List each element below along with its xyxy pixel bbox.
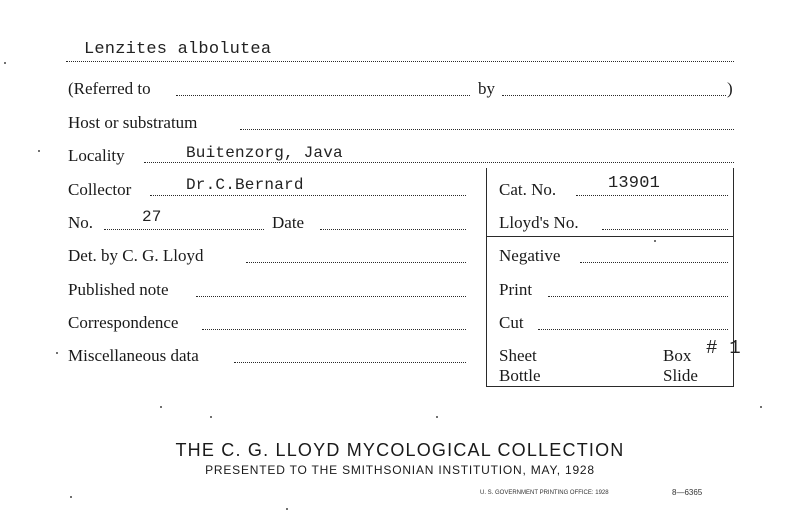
date-line — [320, 229, 466, 230]
locality-line — [144, 162, 734, 163]
collector-line — [150, 195, 466, 196]
cat-no-line — [576, 195, 728, 196]
speck — [654, 240, 656, 242]
species-name: Lenzites albolutea — [84, 40, 272, 59]
panel-bottom — [486, 386, 734, 387]
close-paren: ) — [727, 79, 733, 98]
slide-label: Slide — [663, 366, 698, 385]
no-value: 27 — [142, 208, 162, 226]
cut-label: Cut — [499, 313, 524, 332]
form-number: 8—6365 — [672, 488, 703, 497]
locality-value: Buitenzorg, Java — [186, 144, 343, 162]
host-line — [240, 129, 734, 130]
det-line — [246, 262, 466, 263]
speck — [760, 406, 762, 408]
speck — [70, 496, 72, 498]
correspondence-line — [202, 329, 466, 330]
collector-label: Collector — [68, 180, 132, 199]
cat-no-value: 13901 — [608, 174, 661, 193]
host-label: Host or substratum — [68, 113, 198, 132]
lloyds-no-label: Lloyd's No. — [499, 213, 579, 232]
misc-label: Miscellaneous data — [68, 346, 199, 365]
collector-value: Dr.C.Bernard — [186, 176, 304, 194]
print-label: Print — [499, 280, 533, 299]
bottle-label: Bottle — [499, 366, 541, 385]
box-value: # 1 — [706, 337, 741, 359]
speck — [286, 508, 288, 510]
speck — [436, 416, 438, 418]
cut-line — [538, 329, 728, 330]
speck — [56, 352, 58, 354]
panel-divider — [486, 168, 487, 386]
det-label: Det. by C. G. Lloyd — [68, 246, 204, 265]
collection-subtitle: PRESENTED TO THE SMITHSONIAN INSTITUTION, MAY, 1928 — [205, 463, 595, 477]
sheet-label: Sheet — [499, 346, 537, 365]
panel-rule — [486, 236, 734, 237]
speck — [160, 406, 162, 408]
locality-label: Locality — [68, 146, 125, 165]
speck — [4, 62, 6, 64]
species-line — [66, 61, 734, 62]
published-line — [196, 296, 466, 297]
box-label: Box — [663, 346, 692, 365]
print-line — [548, 296, 728, 297]
date-label: Date — [272, 213, 305, 232]
referred-to-label: (Referred to — [68, 79, 151, 98]
lloyds-no-line — [602, 229, 728, 230]
by-line — [502, 95, 726, 96]
speck — [210, 416, 212, 418]
no-line — [104, 229, 264, 230]
referred-to-line — [176, 95, 470, 96]
by-label: by — [478, 79, 495, 98]
correspondence-label: Correspondence — [68, 313, 179, 332]
collection-title: THE C. G. LLOYD MYCOLOGICAL COLLECTION — [175, 440, 625, 460]
cat-no-label: Cat. No. — [499, 180, 557, 199]
speck — [38, 150, 40, 152]
printer-note: U. S. GOVERNMENT PRINTING OFFICE: 1928 — [480, 490, 609, 496]
negative-label: Negative — [499, 246, 561, 265]
no-label: No. — [68, 213, 94, 232]
misc-line — [234, 362, 466, 363]
published-label: Published note — [68, 280, 169, 299]
negative-line — [580, 262, 728, 263]
